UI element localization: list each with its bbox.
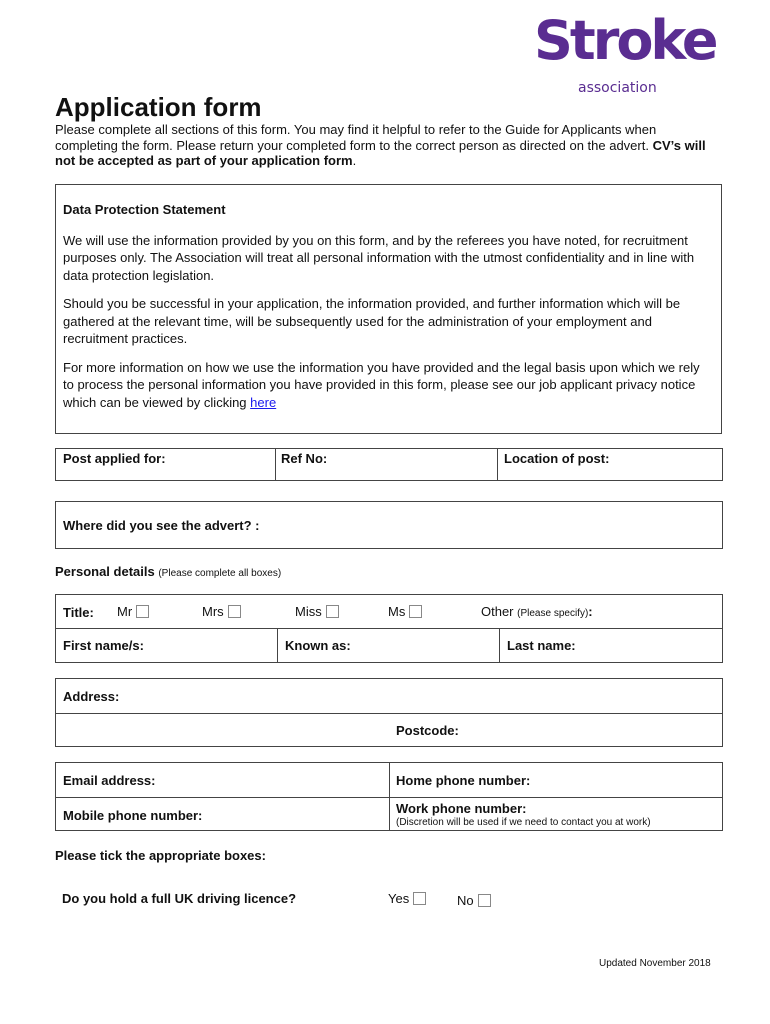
miss-checkbox[interactable] (326, 605, 339, 618)
home-phone-label: Home phone number: (396, 773, 531, 788)
ms-label: Ms (388, 604, 406, 619)
stroke-logo: Stroke (534, 9, 716, 72)
intro-end: . (352, 153, 357, 168)
personal-details-note: (Please complete all boxes) (158, 568, 282, 579)
driving-licence-question: Do you hold a full UK driving licence? (62, 891, 297, 906)
yes-label: Yes (388, 891, 410, 906)
email-label: Email address: (63, 773, 156, 788)
personal-details-title: Personal details (55, 564, 155, 579)
mobile-phone-label: Mobile phone number: (63, 808, 203, 823)
tick-heading: Please tick the appropriate boxes: (55, 848, 266, 863)
data-protection-box (55, 184, 722, 434)
address-label: Address: (63, 689, 120, 704)
data-protection-p3-text: For more information on how we use the information you have provided and the legal basis upon which we rely to process the personal information you have provided in this form, please see our job applicant privacy notice which can be viewed by clicking (63, 359, 700, 410)
data-protection-p2: Should you be successful in your application, the information provided, and further information which will be gathered at the relevant time, will be subsequently used for the administration of your employment and recruitment practices. (63, 296, 681, 346)
address-table (55, 678, 723, 747)
advert-row (55, 501, 723, 549)
no-checkbox[interactable] (478, 894, 491, 907)
title-label: Title: (63, 605, 94, 620)
data-protection-heading: Data Protection Statement (63, 202, 226, 217)
other-label: Other (481, 604, 514, 619)
first-name-label: First name/s: (63, 638, 144, 653)
title-option-other[interactable] (481, 604, 593, 619)
other-colon: : (588, 604, 593, 619)
mr-label: Mr (117, 604, 133, 619)
work-phone-note: (Discretion will be used if we need to contact you at work) (396, 817, 651, 828)
logo-subtitle: association (578, 80, 657, 96)
contact-table (55, 762, 723, 831)
title-option-mrs[interactable] (202, 604, 241, 619)
last-name-label: Last name: (507, 638, 576, 653)
intro-bold: CV’s will not be accepted as part of your application form (55, 137, 706, 168)
data-protection-p1: We will use the information provided by you on this form, and by the referees you have noted, for recruitment purposes only. The Association will treat all personal information with the utmost confidentiality and in line with data protection legislation. (63, 232, 695, 283)
mr-checkbox[interactable] (136, 605, 149, 618)
privacy-notice-link[interactable]: here (250, 394, 277, 410)
location-label: Location of post: (504, 451, 610, 466)
known-as-label: Known as: (285, 638, 351, 653)
mrs-label: Mrs (202, 604, 224, 619)
personal-details-heading (55, 564, 281, 579)
ref-no-label: Ref No: (281, 451, 328, 466)
licence-no[interactable] (457, 893, 491, 908)
ms-checkbox[interactable] (409, 605, 422, 618)
page-title: Application form (55, 92, 262, 122)
intro-text: Please complete all sections of this form. You may find it helpful to refer to the Guide for Applicants when completing the form. Please return your completed form to the correct person as directed on the advert. (55, 122, 657, 153)
yes-checkbox[interactable] (413, 892, 426, 905)
no-label: No (457, 893, 474, 908)
title-option-ms[interactable] (388, 604, 422, 619)
work-phone-label: Work phone number: (396, 801, 527, 816)
advert-label: Where did you see the advert? : (63, 518, 260, 533)
updated-date: Updated November 2018 (599, 958, 711, 969)
title-option-miss[interactable] (295, 604, 339, 619)
miss-label: Miss (295, 604, 322, 619)
mrs-checkbox[interactable] (228, 605, 241, 618)
personal-details-table (55, 594, 723, 663)
licence-yes[interactable] (388, 891, 426, 906)
postcode-label: Postcode: (396, 723, 459, 738)
post-details-row (55, 448, 723, 481)
title-option-mr[interactable] (117, 604, 149, 619)
data-protection-p3 (63, 359, 714, 412)
post-applied-label: Post applied for: (63, 451, 166, 466)
other-note: (Please specify) (517, 608, 589, 619)
intro-paragraph (55, 122, 715, 169)
